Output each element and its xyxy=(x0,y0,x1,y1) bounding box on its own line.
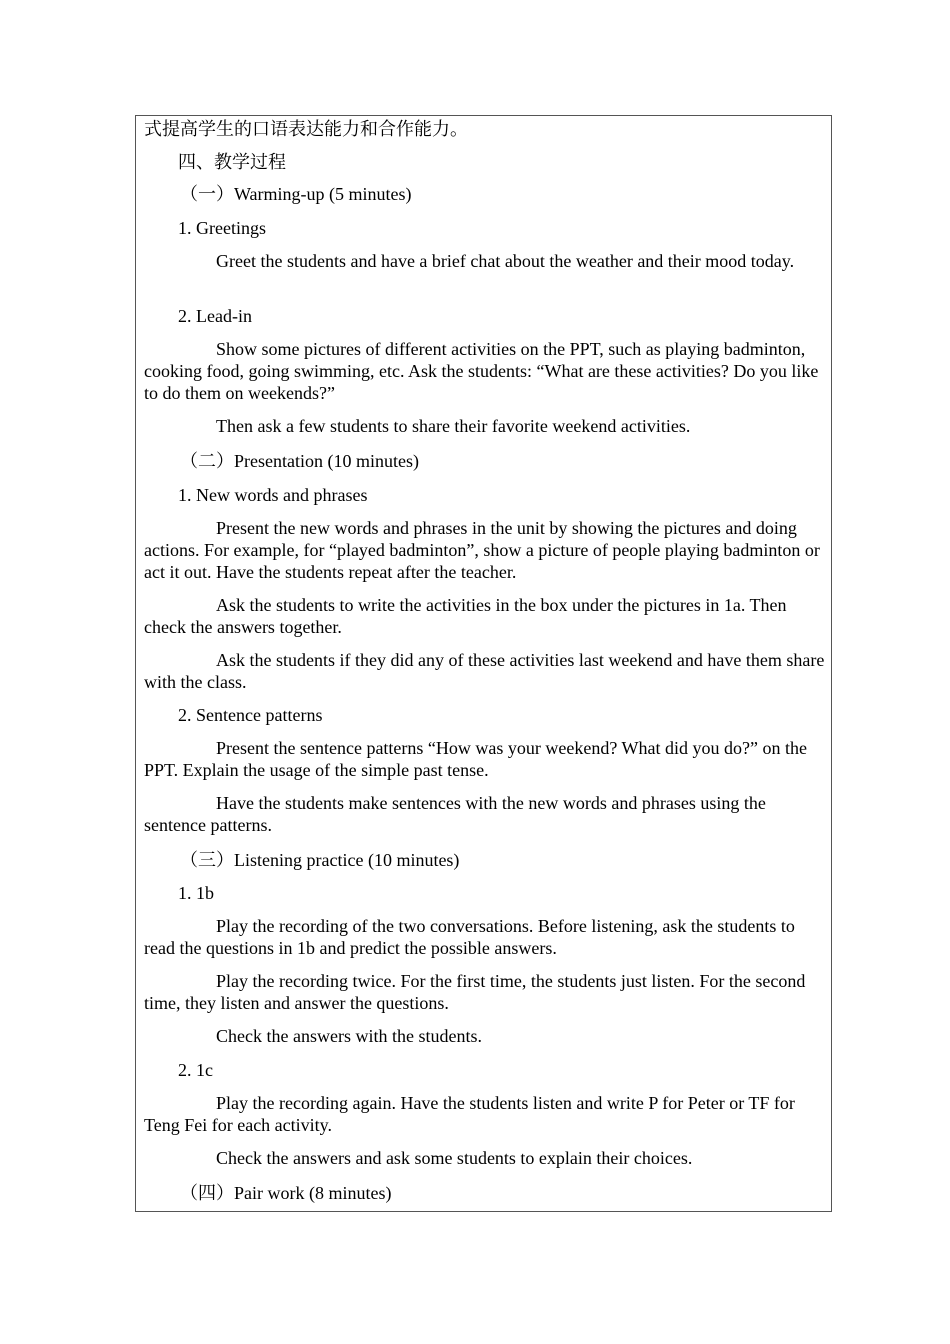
part-heading: （一）Warming-up (5 minutes) xyxy=(180,184,412,204)
paragraph: Play the recording twice. For the first time, the students just listen. For the second time, they listen and answer the questions. xyxy=(144,971,806,1013)
paragraph: Show some pictures of different activities on the PPT, such as playing badminton, cooking food, going swimming, etc. Ask the students: “What are these activities? Do you like to do them on weekends?” xyxy=(144,339,819,403)
part-heading: （二）Presentation (10 minutes) xyxy=(180,451,419,471)
paragraph: Play the recording of the two conversations. Before listening, ask the students to read the questions in 1b and predict the possible answers. xyxy=(144,916,795,958)
item-title: 2. Lead-in xyxy=(178,306,252,326)
paragraph: Present the new words and phrases in the unit by showing the pictures and doing actions. For example, for “played badminton”, show a picture of people playing badminton or act it out. Have the students repeat after the teacher. xyxy=(144,518,820,582)
intro-line: 式提高学生的口语表达能力和合作能力。 xyxy=(144,119,468,139)
part-heading: （三）Listening practice (10 minutes) xyxy=(180,850,460,870)
item-title: 1. Greetings xyxy=(178,218,266,238)
section-title: 四、教学过程 xyxy=(178,152,286,172)
item-title: 1. 1b xyxy=(178,883,214,903)
part-heading: （四）Pair work (8 minutes) xyxy=(180,1183,392,1203)
paragraph: Check the answers and ask some students to explain their choices. xyxy=(216,1148,693,1168)
item-title: 2. Sentence patterns xyxy=(178,705,323,725)
paragraph: Greet the students and have a brief chat about the weather and their mood today. xyxy=(216,251,795,271)
paragraph: Ask the students to write the activities in the box under the pictures in 1a. Then check the answers together. xyxy=(144,595,787,637)
paragraph: Ask the students if they did any of these activities last weekend and have them share with the class. xyxy=(144,650,825,692)
paragraph: Check the answers with the students. xyxy=(216,1026,482,1046)
paragraph: Present the sentence patterns “How was your weekend? What did you do?” on the PPT. Explain the usage of the simple past tense. xyxy=(144,738,807,780)
item-title: 1. New words and phrases xyxy=(178,485,368,505)
paragraph: Have the students make sentences with the new words and phrases using the sentence patterns. xyxy=(144,793,766,835)
item-title: 2. 1c xyxy=(178,1060,213,1080)
paragraph: Play the recording again. Have the students listen and write P for Peter or TF for Teng Fei for each activity. xyxy=(144,1093,795,1135)
paragraph: Then ask a few students to share their favorite weekend activities. xyxy=(216,416,691,436)
